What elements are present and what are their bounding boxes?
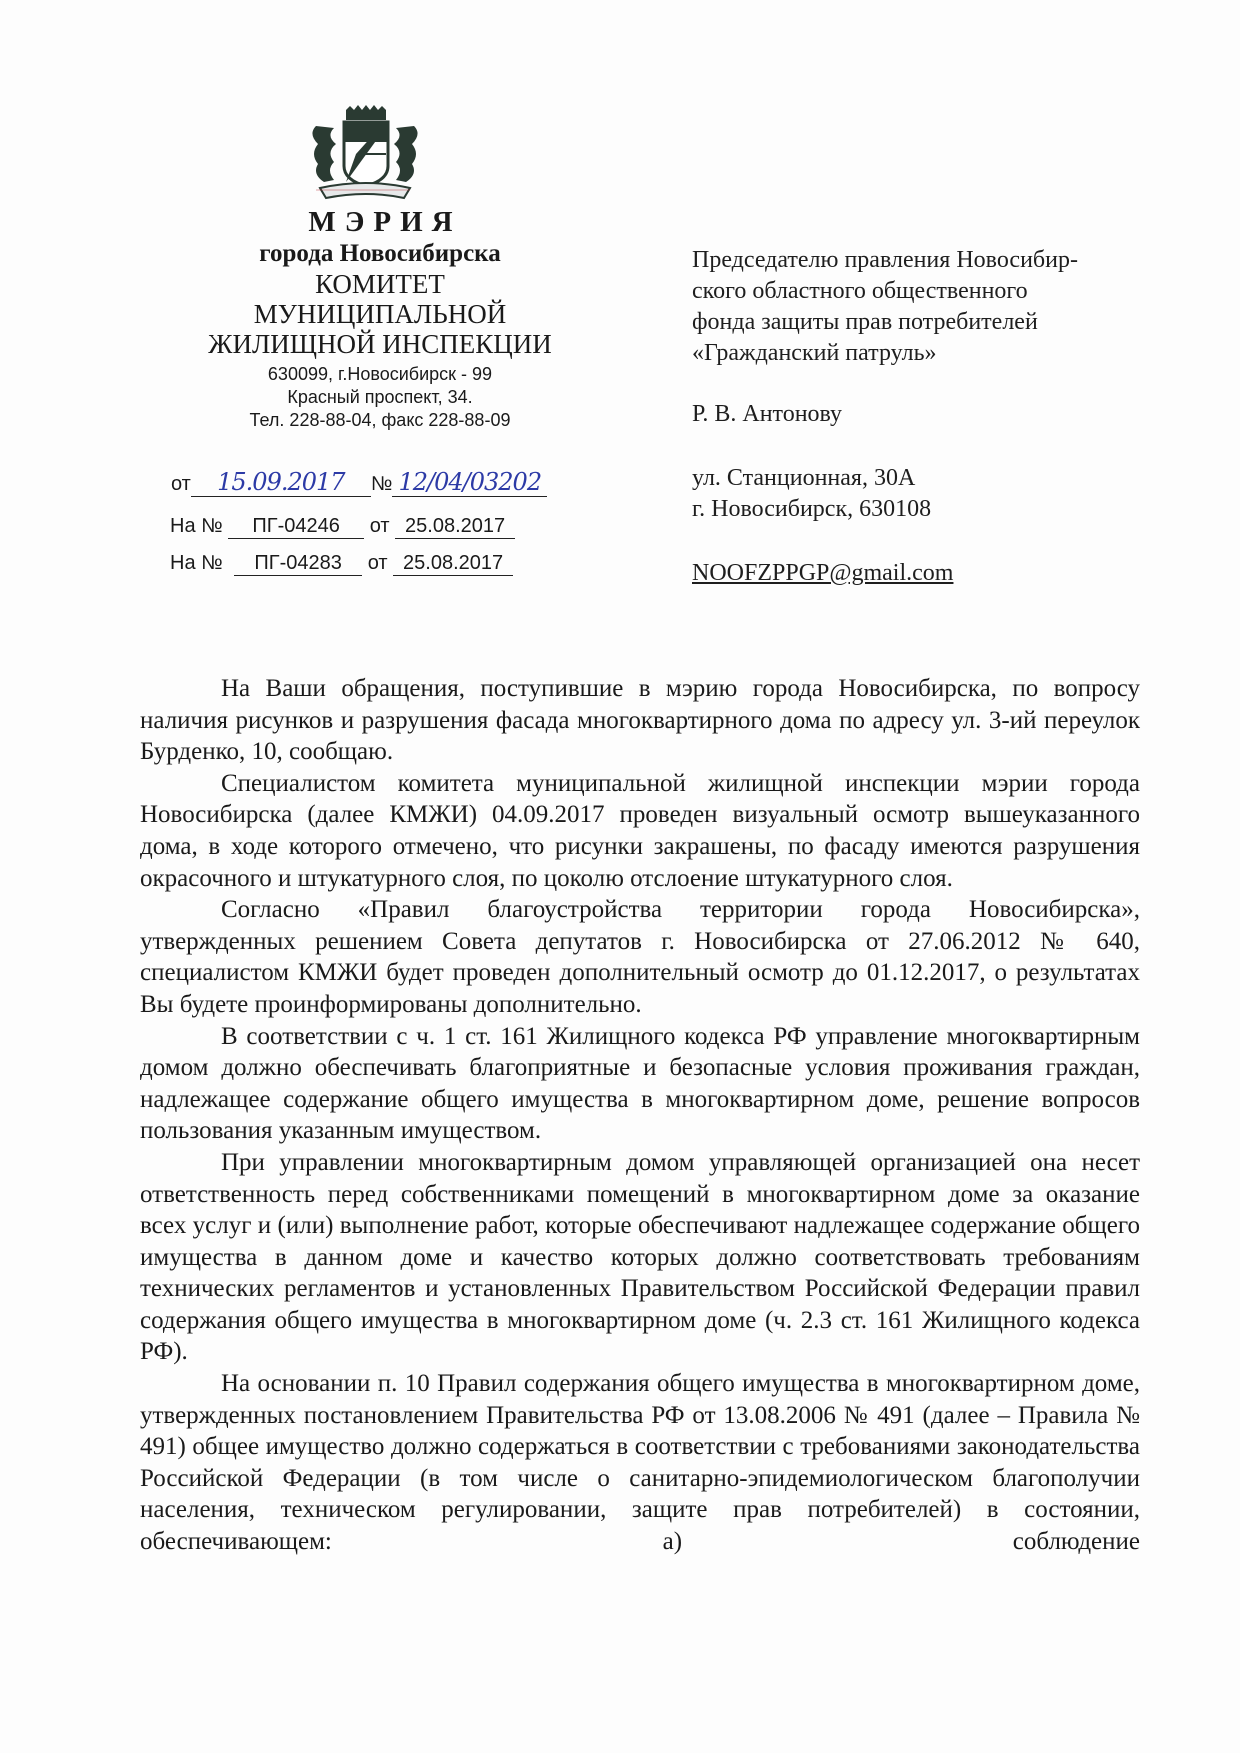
recipient-name: Р. В. Антонову (692, 401, 843, 427)
committee-line: ЖИЛИЩНОЙ ИНСПЕКЦИИ (208, 329, 552, 359)
body-paragraph: Согласно «Правил благоустройства территории города Новосибирска», утвержденных решением Совета депутатов г. Новосибирска от 27.06.2012 № 640, специалистом КМЖИ будет проведен дополнительный осмотр до 01.12.2017, о результатах Вы будете проинформированы дополнительно. (140, 896, 1140, 1018)
body-paragraph: На Ваши обращения, поступившие в мэрию города Новосибирска, по вопросу наличия рисунков и разрушения фасада многоквартирного дома по адресу ул. 3-ий переулок Бурденко, 10, сообщаю. (140, 675, 1140, 766)
reference-number: ПГ-04246 (228, 515, 364, 539)
recipient-street: ул. Станционная, 30А (692, 465, 916, 491)
sender-header (150, 205, 610, 432)
recipient-title-line: «Гражданский патруль» (692, 340, 937, 366)
recipient-title-line: Председателю правления Новосибир- (692, 247, 1078, 273)
reference-number: ПГ-04283 (234, 552, 362, 576)
mayor-office-title: МЭРИЯ (308, 206, 462, 238)
body-paragraph: На основании п. 10 Правил содержания общего имущества в многоквартирном доме, утвержденных постановлением Правительства РФ от 13.08.2006 № 491 (далее – Правила № 491) общее имущество должно содержаться в соответствии с требованиями законодательства Российской Федерации (в том числе о санитарно-эпидемиологическом благополучии населения, техническом регулировании, защите прав потребителей) в состоянии, обеспечивающем: а) соблюдение (140, 1370, 1140, 1556)
body-paragraph: При управлении многоквартирным домом управляющей организацией она несет ответственность перед собственниками помещений в многоквартирном доме за оказание всех услуг и (или) выполнение работ, которые обеспечивают надлежащее содержание общего имущества в данном доме и качество которых должно соответствовать требованиям технических регламентов и установленных Правительством Российской Федерации правил содержания общего имущества в многоквартирном доме (ч. 2.3 ст. 161 Жилищного кодекса РФ). (140, 1148, 1140, 1366)
outgoing-registration (171, 468, 547, 497)
reference-date: 25.08.2017 (395, 515, 515, 539)
recipient-title-line: фонда защиты прав потребителей (692, 309, 1038, 335)
novosibirsk-coat-of-arms-icon (296, 104, 434, 204)
recipient-email-link[interactable]: NOOFZPPGP@gmail.com (692, 560, 954, 586)
recipient-block (692, 245, 1152, 589)
reference-from: от (369, 515, 390, 537)
number-prefix: № (370, 473, 393, 495)
letter-body (140, 673, 1140, 1558)
committee-line: МУНИЦИПАЛЬНОЙ (253, 299, 507, 329)
reference-row (170, 515, 515, 539)
reference-row (170, 552, 513, 576)
sender-phone-line: Тел. 228-88-04, факс 228-88-09 (249, 410, 511, 430)
handwritten-number: 12/04/03202 (392, 468, 547, 497)
reference-from: от (367, 552, 388, 574)
body-paragraph: Специалистом комитета муниципальной жилищной инспекции мэрии города Новосибирска (далее КМЖИ) 04.09.2017 проведен визуальный осмотр вышеуказанного дома, в ходе которого отмечено, что рисунки закрашены, по фасаду имеются разрушения окрасочного и штукатурного слоя, по цоколю отслоение штукатурного слоя. (140, 769, 1140, 892)
reference-date: 25.08.2017 (393, 552, 513, 576)
recipient-title-line: ского областного общественного (692, 278, 1028, 304)
date-prefix: от (171, 473, 191, 495)
sender-address-line: Красный проспект, 34. (287, 387, 473, 407)
handwritten-date: 15.09.2017 (191, 468, 371, 497)
committee-line: КОМИТЕТ (315, 269, 445, 299)
reference-prefix: На № (170, 515, 223, 537)
recipient-city: г. Новосибирск, 630108 (692, 496, 932, 522)
city-title: города Новосибирска (259, 240, 501, 267)
sender-address-line: 630099, г.Новосибирск - 99 (267, 364, 493, 384)
reference-prefix: На № (170, 552, 223, 574)
body-paragraph: В соответствии с ч. 1 ст. 161 Жилищного кодекса РФ управление многоквартирным домом должно обеспечивать благоприятные и безопасные условия проживания граждан, надлежащее содержание общего имущества в многоквартирном доме, решение вопросов пользования указанным имуществом. (140, 1022, 1140, 1145)
